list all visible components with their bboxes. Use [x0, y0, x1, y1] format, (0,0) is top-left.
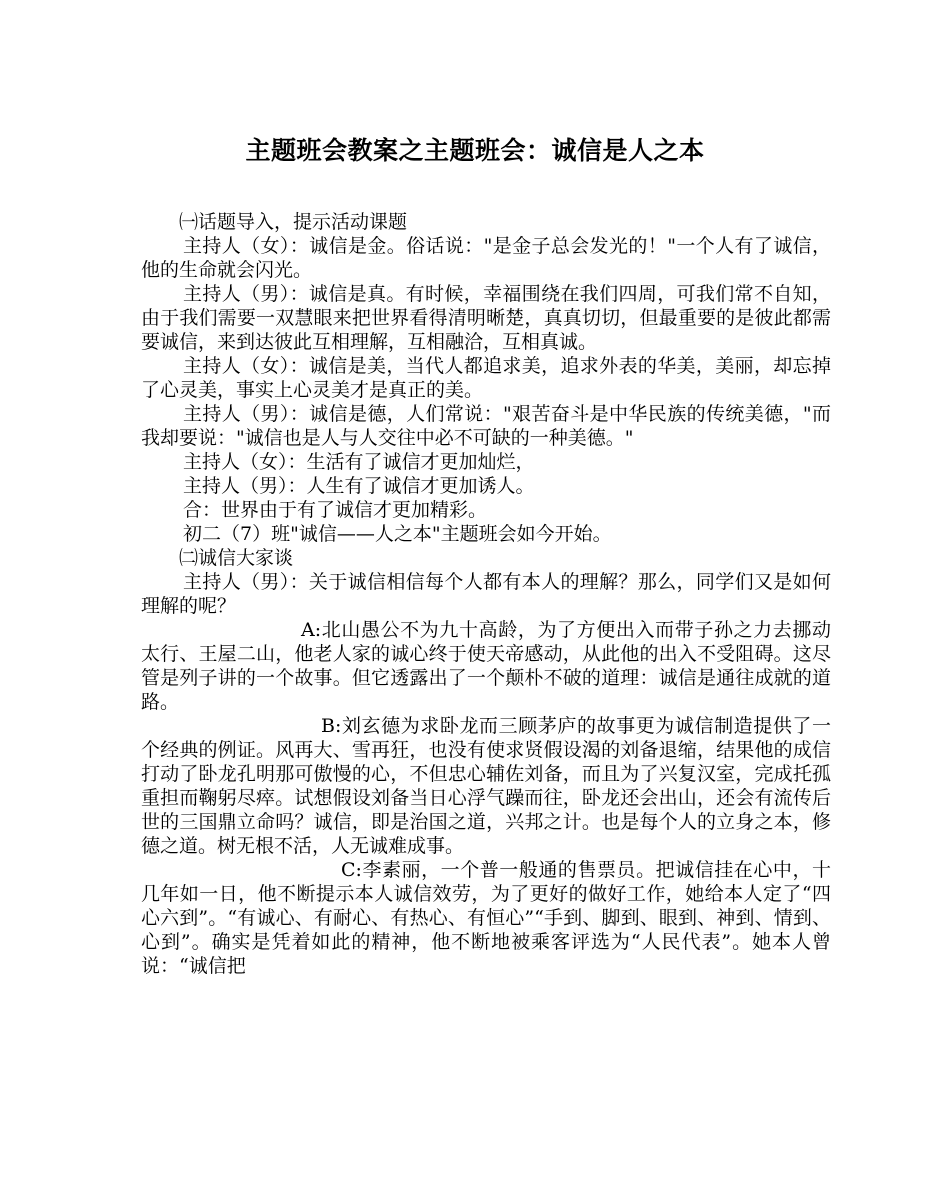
paragraph-student-b: B:刘玄德为求卧龙而三顾茅庐的故事更为诚信制造提供了一个经典的例证。风再大、雪再狂，也没有使求贤假设渴的刘备退缩，结果他的成信打动了卧龙孔明那可傲慢的心，不但忠心辅佐刘备，而且为了兴复汉室，完成托孤重担而鞠躬尽瘁。试想假设刘备当日心浮气躁而往，卧龙还会出山，还会有流传后世的三国鼎立命吗？诚信，即是治国之道，兴邦之计。也是每个人的立身之本，修德之道。树无根不活，人无诚难成事。: [141, 715, 831, 857]
section-heading-intro: ㈠话题导入，提示活动课题: [179, 211, 408, 233]
paragraph-host-female-1: 主持人（女）：诚信是金。俗话说："是金子总会发光的！"一个人有了诚信，他的生命就会闪光。: [141, 235, 831, 281]
paragraph-host-male-2: 主持人（男）：诚信是德，人们常说："艰苦奋斗是中华民族的传统美德，"而我却要说："诚信也是人与人交往中必不可缺的一种美德。": [141, 403, 831, 449]
section-heading-discussion: ㈡诚信大家谈: [179, 547, 294, 569]
paragraph-student-a: A:北山愚公不为九十高龄，为了方便出入而带子孙之力去挪动太行、王屋二山，他老人家的诚心终于使天帝感动，从此他的出入不受阻碍。这尽管是列子讲的一个故事。但它透露出了一个颠朴不破的道理：诚信是通往成就的道路。: [141, 619, 831, 713]
paragraph-host-female-3: 主持人（女）：生活有了诚信才更加灿烂，: [183, 451, 535, 473]
paragraph-student-c: C:李素丽，一个普一般通的售票员。把诚信挂在心中，十几年如一日，他不断提示本人诚信效劳，为了更好的做好工作，她给本人定了“四心六到”。“有诚心、有耐心、有热心、有恒心”“手到、脚到、眼到、神到、情到、心到”。确实是凭着如此的精神，他不断地被乘客评选为“人民代表”。她本人曾说：“诚信把: [141, 859, 831, 977]
document-body: [141, 210, 831, 978]
paragraph-host-male-3: 主持人（男）：人生有了诚信才更加诱人。: [183, 475, 535, 497]
paragraph-host-female-2: 主持人（女）：诚信是美，当代人都追求美，追求外表的华美，美丽，却忘掉了心灵美，事实上心灵美才是真正的美。: [141, 355, 831, 401]
paragraph-host-male-4: 主持人（男）：关于诚信相信每个人都有本人的理解？那么，同学们又是如何理解的呢？: [141, 571, 831, 617]
paragraph-host-male-1: 主持人（男）：诚信是真。有时候，幸福围绕在我们四周，可我们常不自知，由于我们需要一双慧眼来把世界看得清明晰楚，真真切切，但最重要的是彼此都需要诚信，来到达彼此互相理解，互相融洽，互相真诚。: [141, 283, 831, 353]
paragraph-opening: 初二（7）班"诚信——人之本"主题班会如今开始。: [183, 523, 612, 545]
document-title: 主题班会教案之主题班会：诚信是人之本: [245, 136, 705, 165]
paragraph-together: 合：世界由于有了诚信才更加精彩。: [183, 499, 488, 521]
